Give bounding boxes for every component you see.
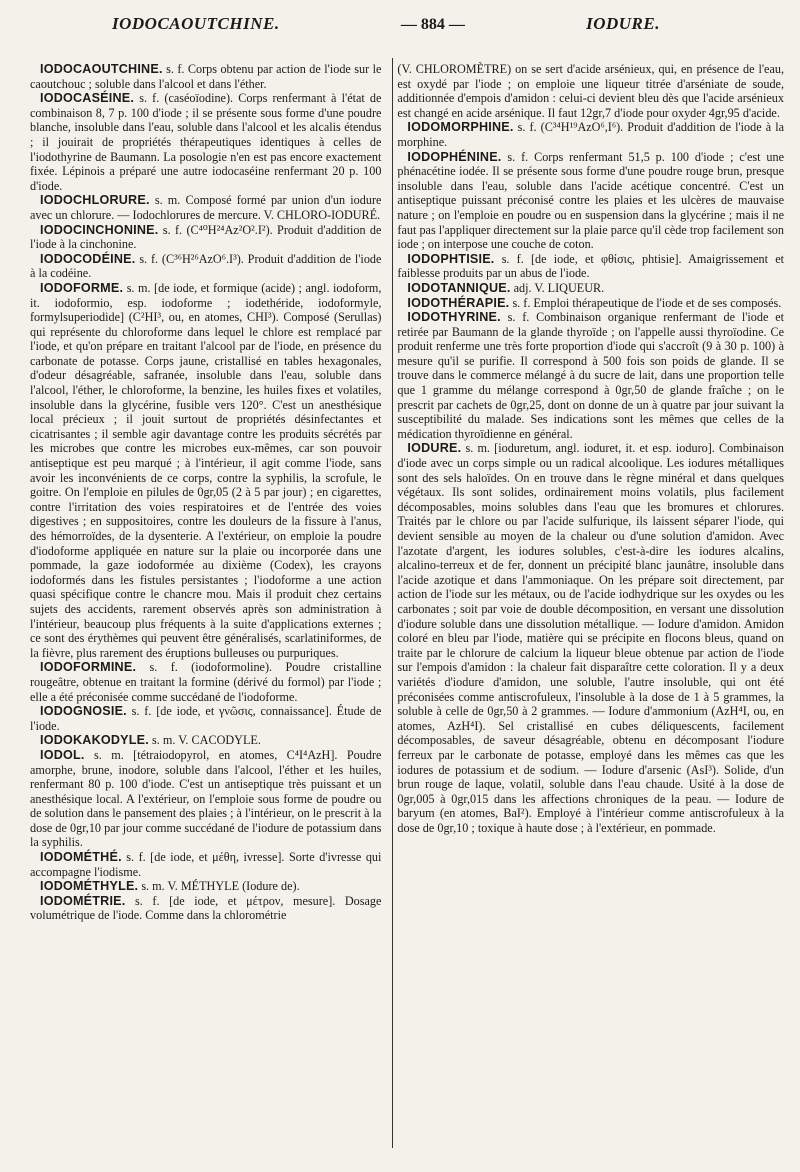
definition: s. f. (caséoïodine). Corps renfermant à l'état de combinaison 8, 7 p. 100 d'iode ; il se présente sous forme d'une poudre blanche, insoluble dans l'eau, soluble dans l'alcool et les alcalis étendus ; il jouirait de propriétés thérapeutiques identiques à celles de l'iodothyrine de Baumann. La posologie n'en est pas encore exactement fixée. Lépinois a préparé une autre iodocaséine renfermant 20 p. 100 d'iode. [30,91,382,193]
headword: IODOCHLORURE. [40,193,150,208]
headword: IODOMORPHINE. [407,120,514,135]
entry [397,252,784,281]
entry [397,120,784,149]
entry [30,62,381,91]
entry [30,748,381,850]
entry [397,296,784,311]
definition: s. f. [de iode, et μέτρον, mesure]. Dosage volumétrique de l'iode. Comme dans la chlorométrie [30,893,382,923]
left-column [30,62,387,923]
headword: IODURE. [407,441,462,456]
headword: IODOCODÉINE. [40,251,136,266]
entry [397,150,784,252]
definition: s. f. [de iode, et μέθη, ivresse]. Sorte d'ivresse qui accompagne l'iodisme. [30,850,382,879]
headword: IODOPHTISIE. [407,251,495,266]
definition: (V. CHLOROMÈTRE) on se sert d'acide arsénieux, qui, en présence de l'eau, est oxydé par l'iode ; on emploie une liqueur titrée d'arséniate de soude, additionnée d'empois d'amidon : celui-ci devient bleu dès que l'acide arsénieux est changé en acide arsénique. Il faut 12gr,7 d'iode pour oxyder 4gr,95 d'acide. [397,62,784,120]
headword: IODOTHYRINE. [407,310,501,325]
definition: s. m. [ioduretum, angl. ioduret, it. et esp. ioduro]. Combinaison d'iode avec un corps simple ou un radical alcoolique. Les iodures métalliques sont des sels haloïdes. On en trouve dans le règne minéral et dans quelques végétaux. Ils sont solides, ordinairement moins volatils, plus facilement décomposables, moins solubles dans l'eau que les bromures et chlorures. Traités par le chlore ou par l'acide sulfurique, ils laissent séparer l'iode, qui devient sensible au moyen de la chaleur ou d'une solution d'amidon. Avec l'azotate d'argent, les iodures solubles, c'est-à-dire les iodures alcalins, alcalino-terreux et de fer, donnent un précipité blanc jaunâtre, insoluble dans l'acide azotique et dans l'ammoniaque. On les prépare soit directement, par action de l'iode sur les métaux, ou de l'acide iodhydrique sur les oxydes ou les carbonates ; soit par voie de double décomposition, en versant une dissolution d'iodure soluble dans une dissolution métallique. — Iodure d'amidon. Amidon coloré en bleu par l'iode, matière qui se précipite en flocons bleus, quand on traite par le chlorure de calcium la liqueur bleue obtenue par action de l'iode sur l'empois d'amidon : la chaleur fait disparaître cette coloration. Il y a deux variétés d'iodure d'amidon, une soluble, l'autre insoluble, qui ont été préconisées comme antiscrofuleux, l'insoluble à la dose de 1 à 5 grammes, la soluble à celle de 0gr,50 à 2 grammes. — Iodure d'ammonium (AzH⁴I, ou, en atomes, AzH⁴I). Sel cristallisé en cubes déliquescents, facilement décomposables, de saveur désagréable, obtenu en décomposant l'iodure ferreux par le carbonate de potasse, employé dans les mêmes cas que les iodures de potassium et de sodium. — Iodure d'arsenic (AsI³). Solide, d'un brun rouge de laque, volatil, soluble dans l'eau chaude. Usité à la dose de 0gr,005 à 0gr,015 dans les affections chroniques de la peau. — Iodure de baryum (en atomes, BaI²). Employé à l'intérieur comme antiscrofuleux à la dose de 0gr,10 ; toxique à haute dose ; à l'extérieur, en pommade. [397,441,784,835]
entry [30,281,381,660]
headword: IODOMÉTRIE. [40,893,126,908]
headword: IODOMÉTHYLE. [40,879,139,894]
headword: IODOGNOSIE. [40,704,127,719]
definition: s. m. [tétraiodopyrol, en atomes, C⁴I⁴AzH]. Poudre amorphe, brune, inodore, soluble dans l'alcool, l'éther et les huiles, renfermant 80 p. 100 d'iode. C'est un antiseptique très puissant et un anesthésique local. A l'extérieur, on l'emploie sous forme de poudre ou de solution dans le pansement des plaies ; à l'intérieur, on le prescrit à la dose de 0gr,10 par jour comme succédané de l'iodure de potassium dans la syphilis. [30,747,382,850]
header-left-guideword: IODOCAOUTCHINE. [112,14,280,33]
headword: IODOFORME. [40,280,124,295]
definition: s. f. (C⁴⁰H²⁴Az²O².I²). Produit d'addition de l'iode à la cinchonine. [30,222,382,252]
entry [30,894,381,923]
headword: IODOL. [40,747,85,762]
headword: IODOCAOUTCHINE. [40,62,163,76]
entry [30,91,381,193]
definition: s. f. Emploi thérapeutique de l'iode et de ses composés. [509,295,782,310]
entry [30,252,381,281]
headword: IODOCASÉINE. [40,91,135,106]
definition: s. f. (C³⁶H²⁶AzO⁶.I³). Produit d'addition de l'iode à la codéine. [30,251,382,281]
entry [397,441,784,835]
definition: s. f. Corps obtenu par action de l'iode sur le caoutchouc ; soluble dans l'alcool et dans l'éther. [30,62,382,91]
headword: IODOTHÉRAPIE. [407,295,510,310]
entry [30,223,381,252]
definition: s. f. Corps renfermant 51,5 p. 100 d'iode ; c'est une phénacétine iodée. Il se présente sous forme d'une poudre rouge brun, presque insoluble dans l'eau, soluble dans l'acide acétique concentré. C'est un antiseptique puissant préconisé contre les plaies et les ulcères de mauvaise nature ; on l'emploie en poudre ou en suspension dans la glycérine ; mais il ne faut pas l'appliquer directement sur la plaie parce qu'il cède trop facilement son iode ; on interpose une couche de coton. [397,149,784,252]
entry [30,879,381,894]
entry [397,310,784,441]
headword: IODOTANNIQUE. [407,280,511,295]
definition: adj. V. LIQUEUR. [510,280,605,295]
headword: IODOKAKODYLE. [40,733,149,748]
entry-continuation [397,62,784,120]
definition: s. m. V. CACODYLE. [148,733,261,748]
column-divider [392,58,393,1148]
entry [397,281,784,296]
entry [30,850,381,879]
definition: s. f. (C³⁴H¹⁹AzO⁶,I⁶). Produit d'addition de l'iode à la morphine. [397,120,784,149]
entry [30,733,381,748]
headword: IODOFORMINE. [40,660,137,675]
entry [30,660,381,704]
two-column-body [30,62,784,923]
headword: IODOPHÉNINE. [407,149,502,164]
right-column [387,62,784,923]
entry [30,193,381,222]
headword: IODOMÉTHÉ. [40,850,122,865]
definition: s. f. [de iode, et γνῶσις, connaissance]. Étude de l'iode. [30,704,382,733]
definition: s. m. V. MÉTHYLE (Iodure de). [138,879,300,894]
running-header [30,14,784,44]
definition: s. m. [de iode, et formique (acide) ; angl. iodoform, it. iodoformio, esp. iodoforme ; iodethéride, iodoformyle, formylsuperiodide] (C²HI³, ou, en atomes, CHI³). Composé (Serullas) qui représente du chloroforme dans lequel le chlore est remplacé par l'iode, et qu'on prépare en traitant l'alcool par de l'iode, en présence du carbonate de potasse. Corps jaune, cristallisé en tables hexagonales, d'odeur désagréable, safranée, insoluble dans l'eau, soluble dans l'alcool, l'éther, le chloroforme, la benzine, les huiles fixes et volatiles, insoluble dans la glycérine, fusible vers 120°. C'est un anesthésique local précieux ; il jouit surtout de propriétés désinfectantes et cicatrisantes ; il semble agir davantage contre les produits sécrétés par les microbes que contre les microbes eux-mêmes, car son pouvoir antiseptique est peu marqué ; à l'intérieur, il agit comme l'iode, sans avoir les inconvénients de ce corps, contre la syphilis, la scrofule, le goitre. On l'emploie en pilules de 0gr,05 (2 à 5 par jour) ; en cigarettes, contre l'irritation des voies respiratoires et de l'entrée des voies digestives ; en suppositoires, contre les douleurs de la fissure à l'anus, des hémorroïdes, de la dysenterie. A l'extérieur, on emploie la poudre d'iodoforme appliquée en nature sur la plaie ou incorporée dans une pommade, la gaze iodoformée au dixième (Codex), les crayons iodoformés dans les fistules persistantes ; l'iodoforme a une action quasi spécifique contre le chancre mou. Mais il produit chez certains sujets des accidents, rarement observés après son administration à l'intérieur, beaucoup plus fréquents à la suite d'applications externes ; ce sont des érythèmes qui peuvent être généralisés, scarlatiniformes, de la fièvre, plus rarement des éruptions bulleuses ou purpuriques. [30,280,382,660]
headword: IODOCINCHONINE. [40,222,159,237]
definition: s. m. Composé formé par union d'un iodure avec un chlorure. — Iodochlorures de mercure. V. CHLORO-IODURÉ. [30,193,382,222]
definition: s. f. Combinaison organique renfermant de l'iode et retirée par Baumann de la glande thyroïde ; on l'appelle aussi thyroïodine. Ce produit renferme une très forte proportion d'iode qui s'accroît (9 à 30 p. 100) à mesure qu'il se purifie. Il correspond à 500 fois son poids de glande. Il se trouve dans le commerce mélangé à du sucre de lait, dans une proportion telle que 1 gramme du mélange correspond à 0gr,50 de glande fraîche ; on le prescrit par cachets de 0gr,25, dont on donne de un à quatre par jour suivant la susceptibilité du malade. Ses indications sont les mêmes que celles de la médication thyroïdienne en général. [397,310,784,441]
entry [30,704,381,733]
header-right-guideword: IODURE. [586,14,660,33]
page-number: — 884 — [400,16,465,33]
definition: s. f. [de iode, et φθίσις, phtisie]. Amaigrissement et faiblesse produits par un abus de l'iode. [397,251,784,281]
definition: s. f. (iodoformoline). Poudre cristalline rougeâtre, obtenue en traitant la formine (dérivé du formol) par l'iode ; elle a été préconisée comme succédané de l'iodoforme. [30,660,382,704]
